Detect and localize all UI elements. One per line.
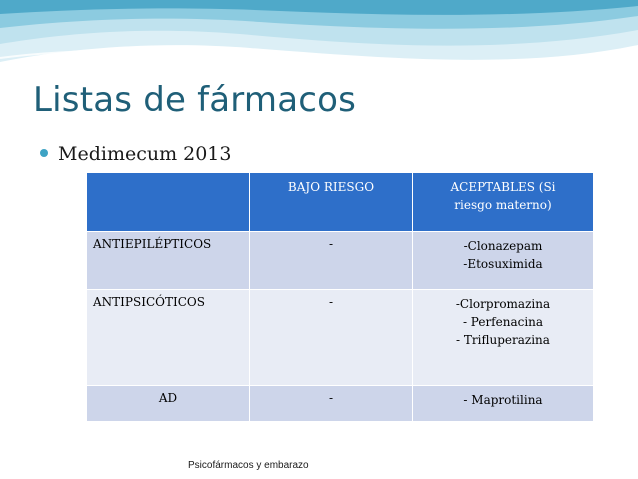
bullet-dot-icon — [40, 149, 48, 157]
table-row — [87, 232, 594, 290]
header-aceptables: ACEPTABLES (Si riesgo materno) — [413, 173, 594, 232]
row-aceptables: -Clonazepam -Etosuximida — [413, 232, 594, 290]
row-bajo-riesgo: - — [250, 290, 413, 386]
header-empty — [87, 173, 250, 232]
row-aceptables: -Clorpromazina - Perfenacina - Trifluperazina — [413, 290, 594, 386]
row-aceptables: - Maprotilina — [413, 386, 594, 422]
row-name: AD — [87, 386, 250, 422]
table-header-row — [87, 173, 594, 232]
row-name: ANTIEPILÉPTICOS — [87, 232, 250, 290]
bullet-text: Medimecum 2013 — [58, 143, 232, 165]
table-row — [87, 386, 594, 422]
header-bajo-riesgo: BAJO RIESGO — [250, 173, 413, 232]
decorative-header-waves — [0, 0, 638, 90]
table-row — [87, 290, 594, 386]
bullet-item — [40, 143, 232, 165]
row-bajo-riesgo: - — [250, 232, 413, 290]
drugs-table — [86, 172, 594, 422]
row-name: ANTIPSICÓTICOS — [87, 290, 250, 386]
slide-title: Listas de fármacos — [33, 80, 357, 120]
row-bajo-riesgo: - — [250, 386, 413, 422]
slide-footer: Psicofármacos y embarazo — [188, 460, 309, 471]
